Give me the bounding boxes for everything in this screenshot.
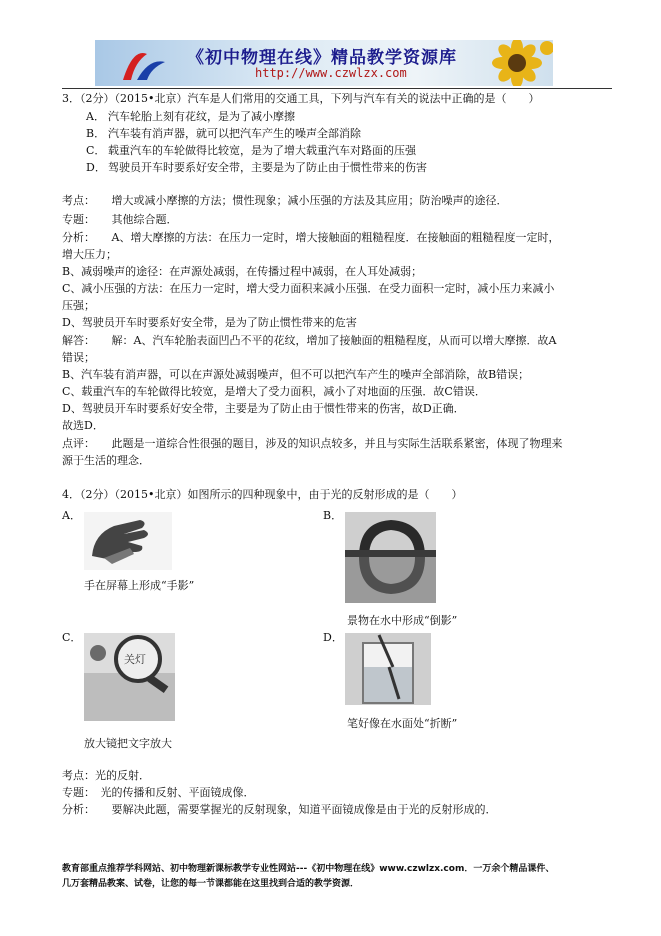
footer-line-2: 几万套精品教案、试卷，让您的每一节课都能在这里找到合适的教学资源． xyxy=(62,879,360,889)
q3-option-d: 驾驶员开车时要系好安全带，主要是为了防止由于惯性带来的伤害 xyxy=(108,161,427,174)
q3-jieda-3: B、汽车装有消声器，可以在声源处减弱噪声，但不可以把汽车产生的噪声全部消除，故B错误； xyxy=(62,368,530,381)
q3-option-d-letter: D． xyxy=(86,161,106,174)
q4-option-b-caption: 景物在水中形成“倒影” xyxy=(347,614,458,627)
q3-fenxi-1: 分析： A、增大摩擦的方法：在压力一定时，增大接触面的粗糙程度．在接触面的粗糙程度一定时， xyxy=(62,231,560,244)
q3-jieda-2: 错误； xyxy=(62,351,95,364)
q3-fenxi-5: 压强； xyxy=(62,299,95,312)
q4-stem: 4．（2分）（2015•北京）如图所示的四种现象中，由于光的反射形成的是（ ） xyxy=(62,488,463,501)
magnifier-sign-text: 关灯 xyxy=(124,653,146,666)
bridge-reflection-image xyxy=(345,512,436,603)
q3-jieda-1: 解答： 解：A、汽车轮胎表面凹凸不平的花纹，增加了接触面的粗糙程度，从而可以增大摩擦．故A xyxy=(62,334,557,347)
magnifier-image xyxy=(84,633,175,721)
q4-option-a-letter: A． xyxy=(62,509,81,522)
q4-option-d-caption: 笔好像在水面处“折断” xyxy=(347,717,458,730)
q3-jieda-6: 故选D． xyxy=(62,419,104,432)
q3-kaodian: 考点： 增大或减小摩擦的方法；惯性现象；减小压强的方法及其应用；防治噪声的途径． xyxy=(62,194,508,207)
hand-shadow-image xyxy=(84,512,172,570)
q3-dianping-2: 源于生活的理念． xyxy=(62,454,150,467)
q3-option-b: 汽车装有消声器，就可以把汽车产生的噪声全部消除 xyxy=(108,127,361,140)
q3-dianping-1: 点评： 此题是一道综合性很强的题目，涉及的知识点较多，并且与实际生活联系紧密，体现了物理来 xyxy=(62,437,563,450)
q3-fenxi-2: 增大压力； xyxy=(62,248,117,261)
q3-fenxi-4: C、减小压强的方法：在压力一定时，增大受力面积来减小压强．在受力面积一定时，减小压力来减小 xyxy=(62,282,555,295)
header-banner xyxy=(95,40,553,86)
q4-zhuanti: 专题： 光的传播和反射、平面镜成像． xyxy=(62,786,255,799)
q4-option-c-letter: C． xyxy=(62,631,82,644)
q4-kaodian: 考点：光的反射． xyxy=(62,769,150,782)
page-footer xyxy=(62,862,622,892)
glass-pencil-image xyxy=(345,633,431,705)
q3-jieda-4: C、载重汽车的车轮做得比较宽，是增大了受力面积，减小了对地面的压强．故C错误． xyxy=(62,385,486,398)
q3-option-b-letter: B． xyxy=(86,127,106,140)
q4-option-b-letter: B． xyxy=(323,509,343,522)
q3-jieda-5: D、驾驶员开车时要系好安全带，主要是为了防止由于惯性带来的伤害，故D正确． xyxy=(62,402,465,415)
q4-option-a-caption: 手在屏幕上形成“手影” xyxy=(84,579,195,592)
banner-title: 《初中物理在线》精品教学资源库 xyxy=(187,48,457,68)
q3-zhuanti: 专题： 其他综合题． xyxy=(62,213,178,226)
q4-option-c-caption: 放大镜把文字放大 xyxy=(84,737,172,750)
q3-option-c-letter: C． xyxy=(86,144,106,157)
q3-stem: 3．（2分）（2015•北京）汽车是人们常用的交通工具，下列与汽车有关的说法中正确的是（ ） xyxy=(62,92,540,105)
sunflower-icon xyxy=(487,40,553,86)
banner-url[interactable]: http://www.czwlzx.com xyxy=(255,66,407,80)
q4-option-d-letter: D． xyxy=(323,631,343,644)
q3-option-a: 汽车轮胎上刻有花纹，是为了减小摩擦 xyxy=(108,110,295,123)
header-rule xyxy=(62,88,612,89)
q3-fenxi-6: D、驾驶员开车时要系好安全带，是为了防止惯性带来的危害 xyxy=(62,316,357,329)
q3-option-a-letter: A． xyxy=(86,110,105,123)
site-logo-icon xyxy=(113,44,173,84)
q3-option-c: 载重汽车的车轮做得比较宽，是为了增大载重汽车对路面的压强 xyxy=(108,144,416,157)
q4-fenxi: 分析： 要解决此题，需要掌握光的反射现象，知道平面镜成像是由于光的反射形成的． xyxy=(62,803,497,816)
footer-line-1: 教育部重点推荐学科网站、初中物理新课标教学专业性网站---《初中物理在线》www.czwlzx.com．一万余个精品课件、 xyxy=(62,864,555,874)
q3-fenxi-3: B、减弱噪声的途径：在声源处减弱，在传播过程中减弱，在人耳处减弱； xyxy=(62,265,423,278)
